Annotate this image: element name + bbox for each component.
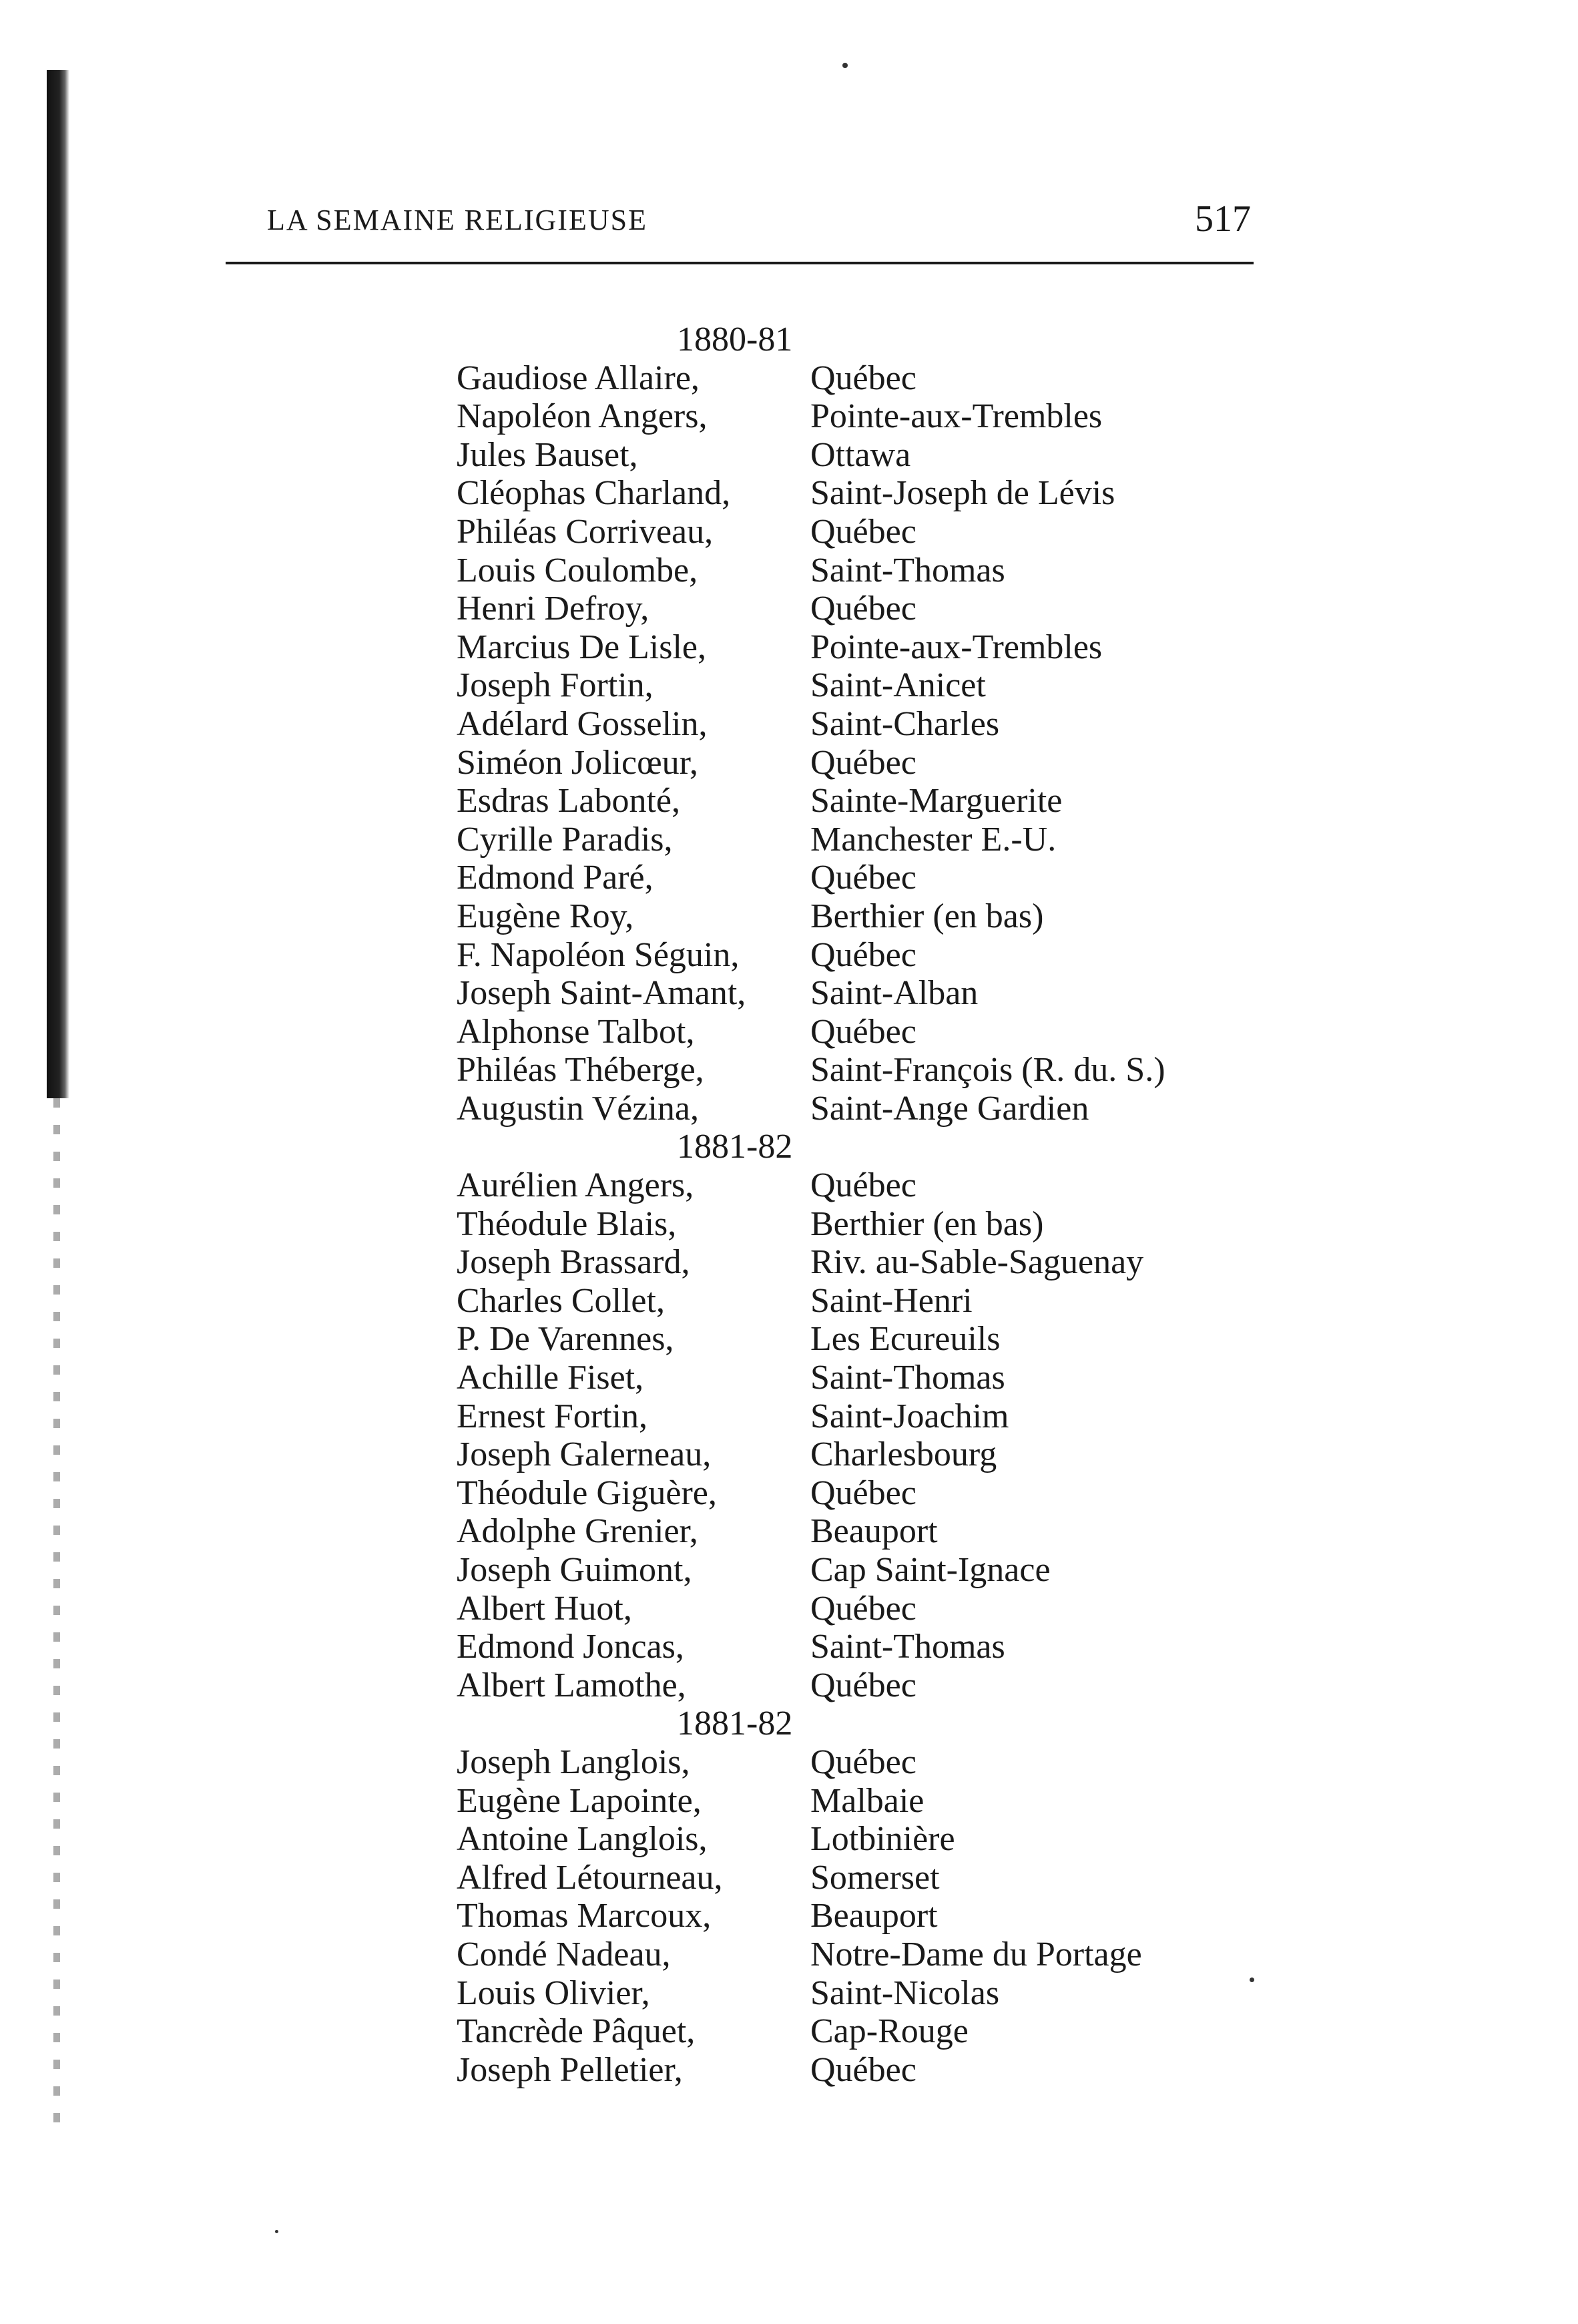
student-place: Riv. au-Sable-Saguenay	[810, 1243, 1144, 1282]
student-place: Québec	[810, 1666, 916, 1704]
student-name: Philéas Théberge,	[457, 1051, 704, 1090]
student-place: Québec	[810, 1473, 916, 1512]
student-place: Saint-François (R. du. S.)	[810, 1051, 1165, 1090]
list-item	[457, 859, 1258, 897]
student-place: Notre-Dame du Portage	[810, 1935, 1142, 1973]
list-item	[457, 666, 1258, 705]
list-item	[457, 359, 1258, 398]
student-place: Cap-Rouge	[810, 2012, 969, 2051]
student-name: Théodule Blais,	[457, 1204, 677, 1243]
student-name: Joseph Fortin,	[457, 666, 653, 705]
list-item	[457, 1512, 1258, 1551]
list-item	[457, 1166, 1258, 1205]
student-name: Tancrède Pâquet,	[457, 2012, 696, 2051]
student-place: Québec	[810, 1012, 916, 1051]
student-place: Québec	[810, 935, 916, 974]
student-place: Québec	[810, 1742, 916, 1781]
student-name: Louis Olivier,	[457, 1973, 650, 2012]
student-name: Louis Coulombe,	[457, 551, 698, 590]
student-place: Manchester E.-U.	[810, 820, 1057, 859]
student-name: Joseph Brassard,	[457, 1243, 690, 1282]
student-place: Berthier (en bas)	[810, 897, 1044, 935]
student-name: P. De Varennes,	[457, 1320, 674, 1359]
list-item	[457, 1090, 1258, 1128]
student-place: Malbaie	[810, 1781, 925, 1820]
list-item	[457, 974, 1258, 1013]
list-item	[457, 1551, 1258, 1590]
list-item	[457, 513, 1258, 551]
student-place: Saint-Anicet	[810, 666, 986, 705]
running-title: LA SEMAINE RELIGIEUSE	[267, 204, 647, 236]
student-place: Québec	[810, 1589, 916, 1628]
student-place: Ottawa	[810, 435, 911, 474]
student-name: Adélard Gosselin,	[457, 704, 708, 743]
student-place: Saint-Thomas	[810, 1359, 1005, 1397]
student-name: Alfred Létourneau,	[457, 1858, 723, 1897]
student-place: Beauport	[810, 1512, 938, 1551]
student-name: Marcius De Lisle,	[457, 628, 707, 666]
scan-speck	[275, 2230, 278, 2233]
list-item	[457, 1897, 1258, 1935]
student-name: Cléophas Charland,	[457, 474, 731, 513]
student-place: Québec	[810, 2050, 916, 2089]
list-item	[457, 1282, 1258, 1321]
list-item	[457, 1935, 1258, 1974]
student-name: Eugène Roy,	[457, 897, 634, 935]
list-item	[457, 705, 1258, 744]
student-name: Edmond Joncas,	[457, 1628, 684, 1666]
student-name: Joseph Galerneau,	[457, 1435, 712, 1474]
student-place: Saint-Alban	[810, 974, 979, 1013]
list-item	[457, 1590, 1258, 1628]
student-place: Saint-Joseph de Lévis	[810, 474, 1115, 513]
list-item	[457, 1397, 1258, 1436]
student-name: Gaudiose Allaire,	[457, 359, 700, 397]
student-place: Charlesbourg	[810, 1435, 997, 1474]
student-name: Thomas Marcoux,	[457, 1897, 712, 1935]
page-number: 517	[1195, 198, 1251, 240]
list-item	[457, 551, 1258, 590]
student-place: Pointe-aux-Trembles	[810, 628, 1103, 666]
list-item	[457, 1820, 1258, 1859]
list-item	[457, 1628, 1258, 1666]
student-place: Cap Saint-Ignace	[810, 1551, 1051, 1589]
student-name: Cyrille Paradis,	[457, 820, 673, 859]
list-item	[457, 1974, 1258, 2013]
student-name: Edmond Paré,	[457, 859, 653, 897]
student-name: Aurélien Angers,	[457, 1166, 694, 1205]
list-item	[457, 474, 1258, 513]
list-item	[457, 2012, 1258, 2051]
scan-edge-marks	[53, 1098, 60, 2140]
student-place: Québec	[810, 743, 916, 782]
student-place: Berthier (en bas)	[810, 1204, 1044, 1243]
student-name: Joseph Guimont,	[457, 1551, 692, 1589]
list-item	[457, 936, 1258, 975]
student-place: Saint-Nicolas	[810, 1973, 1000, 2012]
student-list	[457, 320, 1258, 2089]
list-item	[457, 397, 1258, 436]
student-name: Albert Huot,	[457, 1589, 632, 1628]
student-name: Siméon Jolicœur,	[457, 743, 698, 782]
header-rule	[226, 262, 1254, 264]
student-name: Théodule Giguère,	[457, 1473, 717, 1512]
student-name: Albert Lamothe,	[457, 1666, 686, 1704]
student-name: Eugène Lapointe,	[457, 1781, 702, 1820]
list-item	[457, 1743, 1258, 1782]
list-item	[457, 1243, 1258, 1282]
list-item	[457, 897, 1258, 936]
student-place: Québec	[810, 590, 916, 628]
year-heading: 1881-82	[677, 1128, 793, 1166]
student-place: Saint-Thomas	[810, 551, 1005, 590]
list-item	[457, 1013, 1258, 1052]
list-item	[457, 1051, 1258, 1090]
list-item	[457, 1474, 1258, 1513]
list-item	[457, 628, 1258, 667]
student-place: Somerset	[810, 1858, 940, 1897]
student-name: Augustin Vézina,	[457, 1089, 699, 1128]
list-item	[457, 1435, 1258, 1474]
scan-speck	[842, 63, 848, 68]
list-item	[457, 1859, 1258, 1897]
student-name: Charles Collet,	[457, 1281, 665, 1320]
scan-edge-shadow	[47, 70, 69, 1098]
list-item	[457, 1359, 1258, 1397]
list-item	[457, 744, 1258, 782]
student-place: Sainte-Marguerite	[810, 782, 1063, 821]
student-name: Antoine Langlois,	[457, 1820, 708, 1859]
list-item	[457, 1205, 1258, 1244]
student-place: Beauport	[810, 1897, 938, 1935]
student-place: Saint-Joachim	[810, 1397, 1009, 1435]
list-item	[457, 1666, 1258, 1705]
student-name: Jules Bauset,	[457, 435, 638, 474]
student-name: Esdras Labonté,	[457, 782, 681, 821]
student-place: Québec	[810, 859, 916, 897]
student-name: Joseph Pelletier,	[457, 2050, 683, 2089]
list-item	[457, 2051, 1258, 2090]
student-place: Pointe-aux-Trembles	[810, 397, 1103, 436]
list-item	[457, 1782, 1258, 1821]
student-place: Saint-Charles	[810, 704, 1000, 743]
list-item	[457, 436, 1258, 475]
student-place: Saint-Henri	[810, 1281, 973, 1320]
student-name: Achille Fiset,	[457, 1359, 644, 1397]
student-place: Québec	[810, 512, 916, 551]
list-item	[457, 590, 1258, 628]
student-place: Les Ecureuils	[810, 1320, 1001, 1359]
year-heading: 1881-82	[677, 1704, 793, 1743]
student-place: Québec	[810, 1166, 916, 1205]
student-place: Saint-Ange Gardien	[810, 1089, 1089, 1128]
year-heading: 1880-81	[677, 320, 793, 359]
student-place: Lotbinière	[810, 1820, 955, 1859]
student-name: Henri Defroy,	[457, 590, 649, 628]
student-name: Ernest Fortin,	[457, 1397, 647, 1435]
student-name: Joseph Saint-Amant,	[457, 974, 746, 1013]
student-name: Joseph Langlois,	[457, 1742, 690, 1781]
student-name: Adolphe Grenier,	[457, 1512, 698, 1551]
student-name: Condé Nadeau,	[457, 1935, 671, 1973]
student-name: Napoléon Angers,	[457, 397, 708, 436]
student-place: Québec	[810, 359, 916, 397]
student-name: Philéas Corriveau,	[457, 512, 714, 551]
list-item	[457, 821, 1258, 859]
student-name: Alphonse Talbot,	[457, 1012, 695, 1051]
list-item	[457, 782, 1258, 821]
list-item	[457, 1320, 1258, 1359]
student-place: Saint-Thomas	[810, 1628, 1005, 1666]
student-name: F. Napoléon Séguin,	[457, 935, 740, 974]
